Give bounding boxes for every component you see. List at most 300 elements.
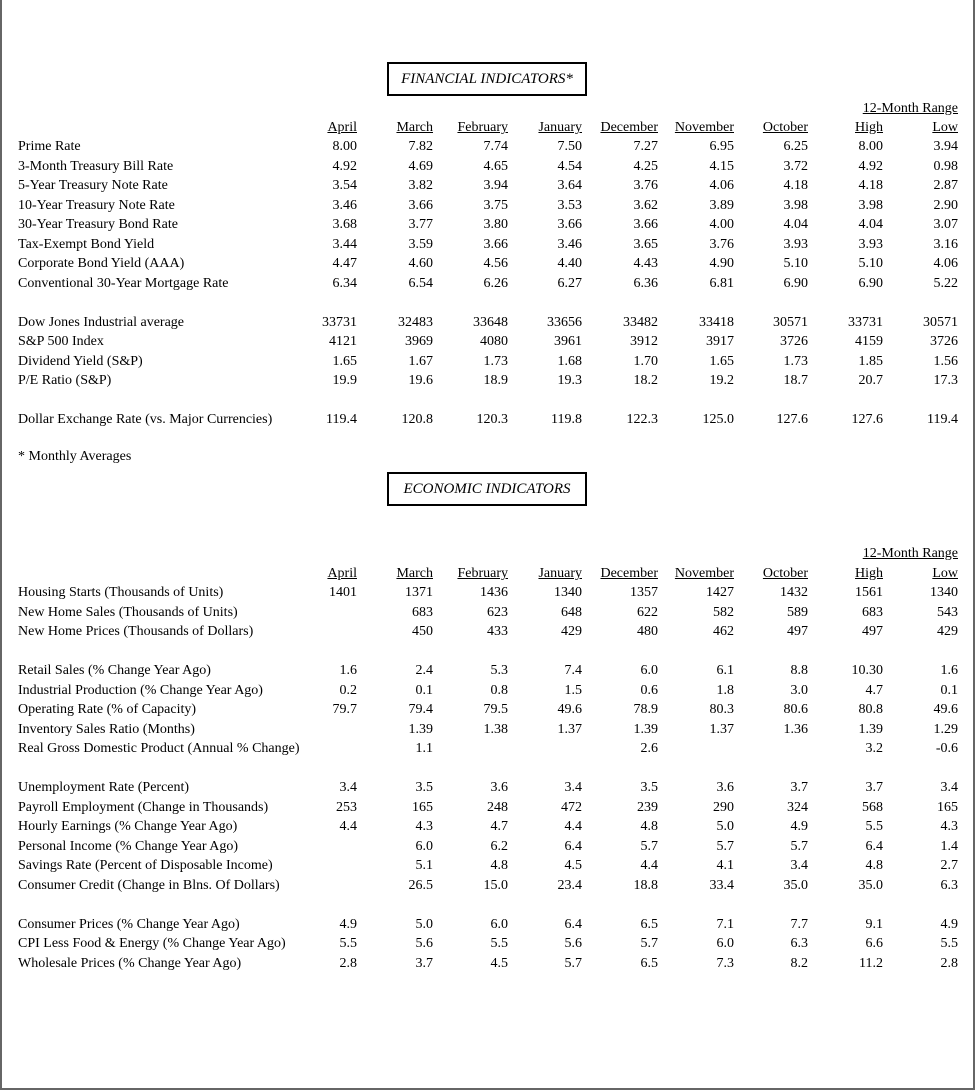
cell-value: 18.8 xyxy=(633,877,658,893)
cell-value: 3.77 xyxy=(408,217,433,232)
cell-value: 6.1 xyxy=(716,663,734,678)
cell-value: 1.5 xyxy=(564,682,582,698)
cell-value: 26.5 xyxy=(408,877,433,893)
table-row xyxy=(18,256,963,275)
cell-value: 5.7 xyxy=(790,838,808,854)
row-label: P/E Ratio (S&P) xyxy=(18,373,112,388)
cell-value: 5.7 xyxy=(564,955,582,971)
column-header: Low xyxy=(932,566,958,581)
cell-value: 4.15 xyxy=(709,158,734,174)
cell-value: 4.5 xyxy=(564,858,582,873)
cell-value: 0.1 xyxy=(940,682,958,698)
cell-value: 18.7 xyxy=(783,373,808,388)
cell-value: 6.95 xyxy=(709,139,734,154)
cell-value: 6.6 xyxy=(865,936,883,951)
cell-value: 7.7 xyxy=(790,916,808,932)
cell-value: 4.04 xyxy=(783,217,808,232)
cell-value: 4.92 xyxy=(332,158,357,174)
cell-value: 6.36 xyxy=(633,275,658,291)
financial-indicators-title xyxy=(387,62,587,96)
cell-value: 15.0 xyxy=(483,877,508,893)
cell-value: 6.90 xyxy=(783,275,808,291)
cell-value: 3917 xyxy=(706,334,734,349)
cell-value: 8.8 xyxy=(790,663,808,678)
cell-value: 450 xyxy=(412,624,433,639)
cell-value: 1340 xyxy=(554,585,582,600)
cell-value: 79.5 xyxy=(483,702,508,717)
table-row xyxy=(18,741,963,760)
cell-value: 568 xyxy=(862,799,883,815)
row-label: Savings Rate (Percent of Disposable Income) xyxy=(18,858,273,873)
cell-value: 1.39 xyxy=(858,721,883,737)
table-row xyxy=(18,722,963,741)
cell-value: 8.00 xyxy=(858,139,883,154)
cell-value: 3.6 xyxy=(716,780,734,795)
cell-value: 4.40 xyxy=(557,256,582,271)
cell-value: 3.4 xyxy=(940,780,958,795)
cell-value: 10.30 xyxy=(851,663,883,678)
cell-value: 30571 xyxy=(773,314,808,330)
cell-value: 3.72 xyxy=(783,158,808,174)
cell-value: 3.94 xyxy=(483,178,508,193)
cell-value: 1561 xyxy=(855,585,883,600)
cell-value: 1.8 xyxy=(716,682,734,698)
cell-value: 5.6 xyxy=(415,936,433,951)
cell-value: 3.4 xyxy=(339,780,357,795)
column-header: February xyxy=(457,120,508,135)
cell-value: 6.27 xyxy=(557,275,582,291)
cell-value: 3726 xyxy=(930,334,958,349)
cell-value: 6.0 xyxy=(716,936,734,951)
cell-value: 3.75 xyxy=(483,197,508,213)
cell-value: 20.7 xyxy=(858,373,883,388)
cell-value: 0.1 xyxy=(415,682,433,698)
cell-value: 35.0 xyxy=(783,877,808,893)
cell-value: 1.6 xyxy=(940,663,958,678)
cell-value: 0.8 xyxy=(490,682,508,698)
row-label: 10-Year Treasury Note Rate xyxy=(18,197,175,213)
row-label: Consumer Credit (Change in Blns. Of Dollars) xyxy=(18,877,280,893)
column-header: March xyxy=(396,120,433,135)
cell-value: 5.10 xyxy=(783,256,808,271)
cell-value: 1.73 xyxy=(783,353,808,369)
cell-value: 7.1 xyxy=(716,916,734,932)
cell-value: 4.5 xyxy=(490,955,508,971)
cell-value: 6.4 xyxy=(564,916,582,932)
cell-value: 3.7 xyxy=(790,780,808,795)
cell-value: 125.0 xyxy=(702,412,734,427)
cell-value: 119.4 xyxy=(927,412,958,427)
cell-value: 1.85 xyxy=(858,353,883,369)
cell-value: 4.25 xyxy=(633,158,658,174)
table-row xyxy=(18,663,963,682)
cell-value: 33418 xyxy=(699,314,734,330)
row-label: Inventory Sales Ratio (Months) xyxy=(18,721,195,737)
cell-value: 7.27 xyxy=(633,139,658,154)
cell-value: 1.29 xyxy=(933,721,958,737)
table-row xyxy=(18,315,963,334)
cell-value: 119.4 xyxy=(326,412,357,427)
cell-value: 2.87 xyxy=(933,178,958,193)
cell-value: 5.0 xyxy=(716,819,734,834)
cell-value: 1.6 xyxy=(339,663,357,678)
cell-value: 1.67 xyxy=(408,353,433,369)
table-row xyxy=(18,412,963,431)
row-label: Payroll Employment (Change in Thousands) xyxy=(18,799,269,815)
cell-value: 19.9 xyxy=(332,373,357,388)
cell-value: 7.50 xyxy=(557,139,582,154)
cell-value: 4.4 xyxy=(640,858,658,873)
footnote: * Monthly Averages xyxy=(18,449,132,464)
cell-value: 2.8 xyxy=(940,955,958,971)
cell-value: 8.2 xyxy=(790,955,808,971)
cell-value: 3.80 xyxy=(483,217,508,232)
table-row xyxy=(18,936,963,955)
cell-value: 9.1 xyxy=(865,916,883,932)
cell-value: 1401 xyxy=(329,585,357,600)
row-label: Consumer Prices (% Change Year Ago) xyxy=(18,916,240,932)
table-row xyxy=(18,373,963,392)
row-label: Dividend Yield (S&P) xyxy=(18,353,143,369)
cell-value: 6.26 xyxy=(483,275,508,291)
row-label: Wholesale Prices (% Change Year Ago) xyxy=(18,955,242,971)
cell-value: 5.22 xyxy=(933,275,958,291)
cell-value: 5.5 xyxy=(940,936,958,951)
cell-value: 4.7 xyxy=(490,819,508,834)
cell-value: 19.3 xyxy=(557,373,582,388)
cell-value: 4.8 xyxy=(490,858,508,873)
column-header: October xyxy=(762,566,808,581)
cell-value: 1.68 xyxy=(557,353,582,369)
table-row xyxy=(18,217,963,236)
cell-value: 1.4 xyxy=(940,838,958,854)
cell-value: 1427 xyxy=(706,585,734,600)
cell-value: 49.6 xyxy=(933,702,958,717)
cell-value: 497 xyxy=(862,624,883,639)
cell-value: 5.7 xyxy=(640,936,658,951)
cell-value: 33482 xyxy=(623,314,658,330)
cell-value: 2.4 xyxy=(415,663,433,678)
cell-value: 6.0 xyxy=(490,916,508,932)
cell-value: 1.37 xyxy=(557,721,582,737)
cell-value: 7.3 xyxy=(716,955,734,971)
cell-value: -0.6 xyxy=(935,741,958,756)
row-label: Real Gross Domestic Product (Annual % Change) xyxy=(18,741,300,756)
table-row xyxy=(18,917,963,936)
column-header: December xyxy=(600,120,658,135)
row-label: S&P 500 Index xyxy=(18,334,104,349)
cell-value: 3.54 xyxy=(332,178,357,193)
cell-value: 4121 xyxy=(329,334,357,349)
cell-value: 6.4 xyxy=(865,838,883,854)
cell-value: 1340 xyxy=(930,585,958,600)
cell-value: 3.98 xyxy=(858,197,883,213)
cell-value: 1.56 xyxy=(933,353,958,369)
table-row xyxy=(18,956,963,975)
cell-value: 462 xyxy=(713,624,734,639)
row-label: Housing Starts (Thousands of Units) xyxy=(18,585,224,600)
cell-value: 2.7 xyxy=(940,858,958,873)
row-label: New Home Prices (Thousands of Dollars) xyxy=(18,624,254,639)
cell-value: 5.7 xyxy=(640,838,658,854)
cell-value: 4.9 xyxy=(940,916,958,932)
cell-value: 5.0 xyxy=(415,916,433,932)
cell-value: 79.7 xyxy=(332,702,357,717)
cell-value: 4.8 xyxy=(640,819,658,834)
economic-range-header: 12-Month Range xyxy=(862,546,958,561)
cell-value: 4.06 xyxy=(709,178,734,193)
cell-value: 1436 xyxy=(480,585,508,600)
cell-value: 683 xyxy=(862,604,883,620)
cell-value: 622 xyxy=(637,604,658,620)
cell-value: 49.6 xyxy=(557,702,582,717)
table-row xyxy=(18,702,963,721)
cell-value: 80.8 xyxy=(858,702,883,717)
cell-value: 3.7 xyxy=(415,955,433,971)
cell-value: 7.74 xyxy=(483,139,508,154)
table-row xyxy=(18,819,963,838)
cell-value: 248 xyxy=(487,799,508,815)
cell-value: 3.89 xyxy=(709,197,734,213)
cell-value: 4.4 xyxy=(564,819,582,834)
column-header: January xyxy=(538,566,582,581)
cell-value: 3.66 xyxy=(408,197,433,213)
cell-value: 7.82 xyxy=(408,139,433,154)
cell-value: 19.2 xyxy=(709,373,734,388)
cell-value: 3.93 xyxy=(858,236,883,252)
cell-value: 290 xyxy=(713,799,734,815)
row-label: Unemployment Rate (Percent) xyxy=(18,780,190,795)
table-row xyxy=(18,683,963,702)
column-header: November xyxy=(674,566,734,581)
row-label: New Home Sales (Thousands of Units) xyxy=(18,604,238,620)
column-header: January xyxy=(538,120,582,135)
column-header: High xyxy=(855,120,883,135)
column-header: March xyxy=(396,566,433,581)
table-row xyxy=(18,800,963,819)
cell-value: 239 xyxy=(637,799,658,815)
table-row xyxy=(18,334,963,353)
column-header: High xyxy=(855,566,883,581)
cell-value: 3.68 xyxy=(332,217,357,232)
table-row xyxy=(18,605,963,624)
cell-value: 80.6 xyxy=(783,702,808,717)
column-header-row xyxy=(18,120,963,139)
cell-value: 2.6 xyxy=(640,741,658,756)
cell-value: 429 xyxy=(561,624,582,639)
cell-value: 3.44 xyxy=(332,236,357,252)
cell-value: 6.0 xyxy=(415,838,433,854)
cell-value: 119.8 xyxy=(551,412,582,427)
cell-value: 120.8 xyxy=(401,412,433,427)
cell-value: 3.62 xyxy=(633,197,658,213)
cell-value: 6.54 xyxy=(408,275,433,291)
cell-value: 3726 xyxy=(780,334,808,349)
column-header: November xyxy=(674,120,734,135)
cell-value: 1.36 xyxy=(783,721,808,737)
cell-value: 433 xyxy=(487,624,508,639)
cell-value: 4.18 xyxy=(858,178,883,193)
economic-indicators-title xyxy=(387,472,587,506)
cell-value: 11.2 xyxy=(859,955,883,971)
cell-value: 4.9 xyxy=(790,819,808,834)
cell-value: 6.5 xyxy=(640,916,658,932)
cell-value: 4.3 xyxy=(415,819,433,834)
row-label: Conventional 30-Year Mortgage Rate xyxy=(18,275,229,291)
cell-value: 3.07 xyxy=(933,217,958,232)
cell-value: 497 xyxy=(787,624,808,639)
cell-value: 3.66 xyxy=(483,236,508,252)
cell-value: 30571 xyxy=(923,314,958,330)
cell-value: 543 xyxy=(937,604,958,620)
cell-value: 3.46 xyxy=(332,197,357,213)
cell-value: 80.3 xyxy=(709,702,734,717)
cell-value: 1357 xyxy=(630,585,658,600)
cell-value: 4.43 xyxy=(633,256,658,271)
cell-value: 3.6 xyxy=(490,780,508,795)
cell-value: 1.65 xyxy=(332,353,357,369)
cell-value: 589 xyxy=(787,604,808,620)
table-row xyxy=(18,858,963,877)
cell-value: 1432 xyxy=(780,585,808,600)
cell-value: 1.39 xyxy=(408,721,433,737)
cell-value: 3.53 xyxy=(557,197,582,213)
row-label: 3-Month Treasury Bill Rate xyxy=(18,158,174,174)
table-row xyxy=(18,276,963,295)
cell-value: 3.66 xyxy=(633,217,658,232)
cell-value: 33656 xyxy=(547,314,582,330)
row-label: 5-Year Treasury Note Rate xyxy=(18,178,168,193)
cell-value: 18.2 xyxy=(633,373,658,388)
cell-value: 127.6 xyxy=(776,412,808,427)
column-header: December xyxy=(600,566,658,581)
cell-value: 429 xyxy=(937,624,958,639)
table-row xyxy=(18,585,963,604)
cell-value: 5.3 xyxy=(490,663,508,678)
cell-value: 4159 xyxy=(855,334,883,349)
cell-value: 4.47 xyxy=(332,256,357,271)
cell-value: 1371 xyxy=(405,585,433,600)
cell-value: 6.3 xyxy=(790,936,808,951)
cell-value: 1.73 xyxy=(483,353,508,369)
column-header: February xyxy=(457,566,508,581)
cell-value: 33648 xyxy=(473,314,508,330)
column-header: April xyxy=(327,566,357,581)
cell-value: 17.3 xyxy=(933,373,958,388)
cell-value: 3969 xyxy=(405,334,433,349)
cell-value: 253 xyxy=(336,799,357,815)
column-header: October xyxy=(762,120,808,135)
column-header: Low xyxy=(932,120,958,135)
cell-value: 623 xyxy=(487,604,508,620)
cell-value: 122.3 xyxy=(626,412,658,427)
cell-value: 4.00 xyxy=(709,217,734,232)
cell-value: 3.76 xyxy=(709,236,734,252)
cell-value: 4.4 xyxy=(339,819,357,834)
table-row xyxy=(18,878,963,897)
cell-value: 4.92 xyxy=(858,158,883,174)
cell-value: 3.64 xyxy=(557,178,582,193)
cell-value: 3.4 xyxy=(564,780,582,795)
cell-value: 4.18 xyxy=(783,178,808,193)
cell-value: 480 xyxy=(637,624,658,639)
cell-value: 120.3 xyxy=(476,412,508,427)
cell-value: 3.4 xyxy=(790,858,808,873)
cell-value: 472 xyxy=(561,799,582,815)
cell-value: 79.4 xyxy=(408,702,433,717)
cell-value: 5.5 xyxy=(339,936,357,951)
table-row xyxy=(18,159,963,178)
cell-value: 5.5 xyxy=(490,936,508,951)
cell-value: 165 xyxy=(412,799,433,815)
cell-value: 33731 xyxy=(322,314,357,330)
table-row xyxy=(18,139,963,158)
cell-value: 3.82 xyxy=(408,178,433,193)
cell-value: 23.4 xyxy=(557,877,582,893)
cell-value: 5.1 xyxy=(415,858,433,873)
cell-value: 1.1 xyxy=(415,741,433,756)
cell-value: 33731 xyxy=(848,314,883,330)
cell-value: 6.34 xyxy=(332,275,357,291)
cell-value: 0.6 xyxy=(640,682,658,698)
cell-value: 4.54 xyxy=(557,158,582,174)
row-label: Retail Sales (% Change Year Ago) xyxy=(18,663,211,678)
cell-value: 35.0 xyxy=(858,877,883,893)
cell-value: 3.2 xyxy=(865,741,883,756)
cell-value: 4.60 xyxy=(408,256,433,271)
cell-value: 3.46 xyxy=(557,236,582,252)
table-row xyxy=(18,237,963,256)
cell-value: 1.37 xyxy=(709,721,734,737)
row-label: Operating Rate (% of Capacity) xyxy=(18,702,197,717)
row-label: Tax-Exempt Bond Yield xyxy=(18,236,155,252)
row-label: Industrial Production (% Change Year Ago) xyxy=(18,682,263,698)
cell-value: 6.2 xyxy=(490,838,508,854)
cell-value: 5.7 xyxy=(716,838,734,854)
cell-value: 78.9 xyxy=(633,702,658,717)
row-label: Corporate Bond Yield (AAA) xyxy=(18,256,185,271)
financial-title-text: FINANCIAL INDICATORS* xyxy=(401,70,573,87)
row-label: CPI Less Food & Energy (% Change Year Ago) xyxy=(18,936,286,951)
row-label: Personal Income (% Change Year Ago) xyxy=(18,838,239,854)
row-label: 30-Year Treasury Bond Rate xyxy=(18,217,178,232)
cell-value: 3961 xyxy=(554,334,582,349)
cell-value: 6.5 xyxy=(640,955,658,971)
cell-value: 3912 xyxy=(630,334,658,349)
cell-value: 4080 xyxy=(480,334,508,349)
cell-value: 5.6 xyxy=(564,936,582,951)
cell-value: 3.76 xyxy=(633,178,658,193)
cell-value: 1.38 xyxy=(483,721,508,737)
row-label: Dow Jones Industrial average xyxy=(18,314,185,330)
cell-value: 8.00 xyxy=(332,139,357,154)
cell-value: 3.93 xyxy=(783,236,808,252)
cell-value: 5.5 xyxy=(865,819,883,834)
cell-value: 19.6 xyxy=(408,373,433,388)
cell-value: 4.65 xyxy=(483,158,508,174)
cell-value: 33.4 xyxy=(709,877,734,893)
cell-value: 4.9 xyxy=(339,916,357,932)
cell-value: 582 xyxy=(713,604,734,620)
cell-value: 324 xyxy=(787,799,808,815)
row-label: Prime Rate xyxy=(18,139,81,154)
cell-value: 4.1 xyxy=(716,858,734,873)
cell-value: 4.3 xyxy=(940,819,958,834)
cell-value: 18.9 xyxy=(483,373,508,388)
cell-value: 32483 xyxy=(398,314,433,330)
cell-value: 4.69 xyxy=(408,158,433,174)
cell-value: 2.8 xyxy=(339,955,357,971)
